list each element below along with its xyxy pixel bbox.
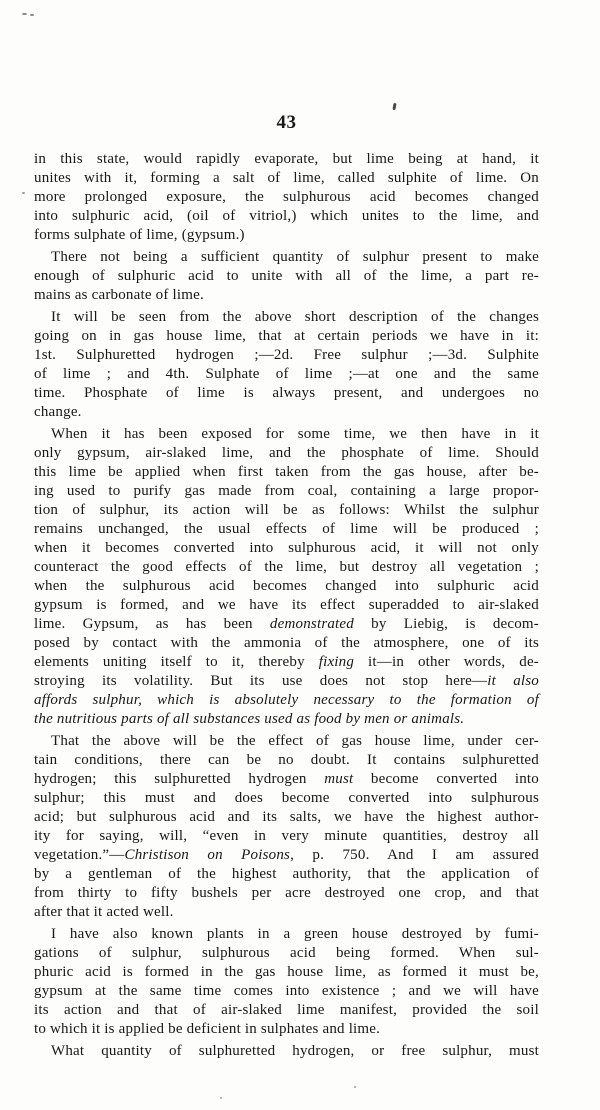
page-body [34,150,539,1064]
text-run: 1st. Sulphuretted hydrogen ;—2d. Free sulphur ;—3d. Sulphite [34,347,539,363]
text-line [34,207,539,226]
text-line [34,308,539,327]
text-line [34,150,539,169]
text-line [34,425,539,444]
text-run: posed by contact with the ammonia of the atmosphere, one of its [34,635,539,651]
ink-speck [22,192,25,194]
text-line [34,346,539,365]
text-run: after that it acted well. [34,904,174,920]
text-line [34,365,539,384]
text-run: become converted into [353,771,540,787]
text-run: forms sulphate of lime, (gypsum.) [34,227,245,243]
text-run: the nutritious parts of all substances used as food by men or animals. [34,711,465,727]
text-run: tion of sulphur, its action will be as follows: Whilst the sulphur [34,502,539,518]
text-run: tain conditions, there can be no doubt. It contains sulphuretted [34,752,539,768]
text-line [34,577,539,596]
text-line [34,846,539,865]
text-run: enough of sulphuric acid to unite with all of the lime, a part re- [34,268,539,284]
text-line [34,789,539,808]
ink-speck [392,103,396,110]
text-line [34,384,539,403]
text-line [34,691,539,710]
text-run: lime. Gypsum, as has been [34,616,270,632]
text-line [34,501,539,520]
text-line [34,615,539,634]
text-run: stroying its volatility. But its use does not stop here— [34,673,488,689]
text-run: gypsum is formed, and we have its effect superadded to air-slaked [34,597,539,613]
text-line [34,1042,539,1061]
page-number: 43 [276,112,297,133]
text-line [34,444,539,463]
paragraph [34,925,539,1039]
text-run: counteract the good effects of the lime, but destroy all vegetation ; [34,559,539,575]
text-run: , p. 750. And I am assured [290,847,539,863]
text-line [34,827,539,846]
text-line [34,982,539,1001]
text-line [34,963,539,982]
text-line [34,770,539,789]
text-line [34,1001,539,1020]
text-line [34,327,539,346]
text-run: ity for saying, will, “even in very minute quantities, destroy all [34,828,539,844]
text-run: this lime be applied when first taken from the gas house, after be- [34,464,539,480]
text-run: affords sulphur, which is absolutely necessary to the formation of [34,692,539,708]
text-run: time. Phosphate of lime is always present, and undergoes no [34,385,539,401]
text-run: when the sulphurous acid becomes changed into sulphuric acid [34,578,539,594]
paragraph [34,425,539,729]
text-line [34,248,539,267]
text-run: When it has been exposed for some time, we then have in it [51,426,539,442]
text-run: gations of sulphur, sulphurous acid being formed. When sul- [34,945,539,961]
text-line [34,634,539,653]
text-line [34,751,539,770]
paragraph [34,1042,539,1061]
text-line [34,808,539,827]
text-line [34,944,539,963]
text-line [34,653,539,672]
text-run: vegetation.”— [34,847,125,863]
text-line [34,188,539,207]
text-run: to which it is applied be deficient in sulphates and lime. [34,1021,381,1037]
text-run: remains unchanged, the usual effects of lime will be produced ; [34,521,539,537]
text-run: Christison on Poisons [124,847,291,863]
text-line [34,539,539,558]
text-run: into sulphuric acid, (oil of vitriol,) which unites to the lime, and [34,208,539,224]
text-run: mains as carbonate of lime. [34,287,204,303]
text-line [34,903,539,922]
text-run: by Liebig, is decom- [353,616,539,632]
text-run: its action and that of air-slaked lime manifest, provided the soil [34,1002,539,1018]
text-line [34,672,539,691]
text-line [34,558,539,577]
text-run: ing used to purify gas made from coal, containing a large propor- [34,483,539,499]
text-run: That the above will be the effect of gas house lime, under cer- [51,733,539,749]
paragraph [34,248,539,305]
ink-speck [220,1097,222,1099]
text-run: I have also known plants in a green house destroyed by fumi- [51,926,539,942]
text-line [34,1020,539,1039]
text-run: by a gentleman of the highest authority, that the application of [34,866,539,882]
text-line [34,169,539,188]
text-run: hydrogen; this sulphuretted hydrogen [34,771,325,787]
text-run: of lime ; and 4th. Sulphate of lime ;—at one and the same [34,366,539,382]
text-run: phuric acid is formed in the gas house lime, as formed it must be, [34,964,539,980]
ink-speck [354,1086,356,1088]
text-line [34,520,539,539]
text-run: demonstrated [269,616,354,632]
text-run: What quantity of sulphuretted hydrogen, or free sulphur, must [51,1043,539,1059]
text-line [34,596,539,615]
paragraph [34,732,539,922]
text-line [34,884,539,903]
text-run: it—in other words, de- [354,654,539,670]
text-line [34,710,539,729]
text-line [34,403,539,422]
text-line [34,925,539,944]
text-run: acid; but sulphurous acid and its salts, we have the highest author- [34,809,539,825]
text-run: It will be seen from the above short description of the changes [51,309,539,325]
text-run: There not being a sufficient quantity of sulphur present to make [51,249,539,265]
text-run: from thirty to fifty bushels per acre destroyed one crop, and that [34,885,539,901]
text-run: gypsum at the same time comes into existence ; and we will have [34,983,539,999]
text-run: when it becomes converted into sulphurous acid, it will not only [34,540,539,556]
text-line [34,267,539,286]
paragraph [34,150,539,245]
text-line [34,732,539,751]
text-run: more prolonged exposure, the sulphurous acid becomes changed [34,189,539,205]
text-run: only gypsum, air-slaked lime, and the phosphate of lime. Should [34,445,539,461]
ink-speck [30,14,34,16]
text-run: elements uniting itself to it, thereby [34,654,319,670]
text-line [34,226,539,245]
text-run: must [324,771,354,787]
paragraph [34,308,539,422]
text-line [34,865,539,884]
text-run: it also [487,673,540,689]
ink-speck [22,13,27,15]
text-line [34,286,539,305]
text-line [34,463,539,482]
text-run: change. [34,404,82,420]
text-run: unites with it, forming a salt of lime, called sulphite of lime. On [34,170,539,186]
text-line [34,482,539,501]
text-run: going on in gas house lime, that at certain periods we have in it: [34,328,539,344]
text-run: fixing [318,654,355,670]
text-run: in this state, would rapidly evaporate, but lime being at hand, it [34,151,539,167]
text-run: sulphur; this must and does become converted into sulphurous [34,790,539,806]
